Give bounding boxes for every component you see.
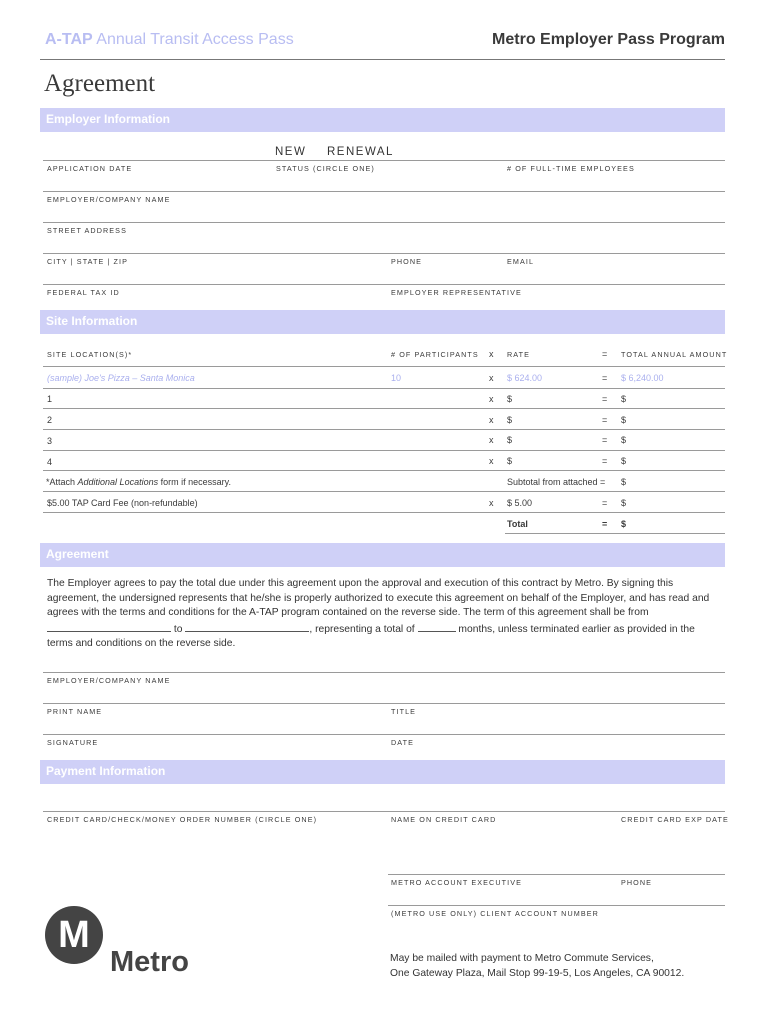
representative-label: EMPLOYER REPRESENTATIVE: [391, 288, 522, 297]
times-col: x: [489, 349, 494, 359]
tap-fee-equals: =: [602, 498, 608, 508]
company-name-field[interactable]: [43, 191, 725, 192]
status-renewal-option[interactable]: RENEWAL: [327, 146, 394, 158]
site-row-rate[interactable]: $: [507, 435, 513, 445]
subtotal-rule: [43, 491, 725, 492]
metro-wordmark: Metro: [110, 946, 189, 978]
application-date-label: APPLICATION DATE: [47, 164, 133, 173]
site-row-times: x: [489, 394, 494, 404]
atap-subtitle: Annual Transit Access Pass: [96, 31, 294, 48]
site-row-rate[interactable]: $: [507, 394, 513, 404]
tap-fee-total[interactable]: $: [621, 498, 627, 508]
metro-logo-letter: M: [58, 914, 90, 956]
name-on-card-label: NAME ON CREDIT CARD: [391, 815, 497, 824]
sample-total: $ 6,240.00: [621, 373, 664, 383]
site-row-1-field[interactable]: [43, 408, 725, 409]
sample-location: (sample) Joe's Pizza – Santa Monica: [47, 373, 195, 383]
agreement-paragraph: The Employer agrees to pay the total due under this agreement upon the approval and execution of this contract by Metro. By signing this agreement, the undersigned represents that he/she is properly authorized to execute this agreement on behalf of the Employer, and has read and agrees with the terms and conditions for the A-TAP program contained on the reverse side. The term of this agreement shall be from: [47, 578, 710, 618]
site-row-times: x: [489, 435, 494, 445]
site-row-equals: =: [602, 456, 608, 466]
account-executive-label: METRO ACCOUNT EXECUTIVE: [391, 878, 522, 887]
account-executive-field[interactable]: [388, 874, 725, 875]
executive-phone-label: PHONE: [621, 878, 653, 887]
site-row-equals: =: [602, 435, 608, 445]
site-row-number: 3: [47, 436, 53, 446]
rate-col: RATE: [507, 350, 531, 359]
site-row-number: 2: [47, 415, 53, 425]
payment-info-heading: Payment Information: [46, 764, 166, 778]
page-title: Agreement: [44, 70, 156, 97]
agreement-heading: Agreement: [46, 547, 109, 561]
sample-participants: 10: [391, 373, 402, 383]
site-row-total[interactable]: $: [621, 394, 627, 404]
agreement-company-field[interactable]: [43, 672, 725, 673]
attach-note-start: *Attach: [46, 477, 78, 487]
site-info-band: [40, 310, 725, 334]
site-row-3-field[interactable]: [43, 450, 725, 451]
application-date-field[interactable]: [43, 160, 725, 161]
status-new-option[interactable]: NEW: [275, 146, 307, 158]
agreement-text: [47, 577, 727, 652]
site-header-rule: [43, 366, 725, 367]
total-label: Total: [507, 519, 528, 529]
site-row-total[interactable]: $: [621, 435, 627, 445]
payment-method-field[interactable]: [43, 811, 725, 812]
site-location-col: SITE LOCATION(S)*: [47, 350, 133, 359]
attach-note-form: Additional Locations: [77, 477, 159, 487]
sample-row-rule: [43, 388, 725, 389]
attach-note-end: form if necessary.: [158, 477, 231, 487]
employees-label: # OF FULL-TIME EMPLOYEES: [507, 164, 635, 173]
atap-label: A-TAP: [45, 31, 93, 48]
title-label: TITLE: [391, 707, 417, 716]
total-value[interactable]: $: [621, 519, 627, 529]
street-address-label: STREET ADDRESS: [47, 226, 127, 235]
sample-rate: $ 624.00: [507, 373, 543, 383]
print-name-label: PRINT NAME: [47, 707, 103, 716]
status-label: STATUS (CIRCLE ONE): [276, 164, 375, 173]
print-name-field[interactable]: [43, 703, 725, 704]
subtotal-value[interactable]: $: [621, 477, 627, 487]
site-row-total[interactable]: $: [621, 456, 627, 466]
site-row-rate[interactable]: $: [507, 456, 513, 466]
sample-times: x: [489, 373, 494, 383]
payment-info-band: [40, 760, 725, 784]
employer-info-band: [40, 108, 725, 132]
site-row-times: x: [489, 456, 494, 466]
total-equals: =: [602, 519, 608, 529]
total-amount-col: TOTAL ANNUAL AMOUNT: [621, 350, 728, 359]
months-text: months, unless terminated earlier as provided in the: [458, 623, 695, 635]
card-exp-label: CREDIT CARD EXP DATE: [621, 815, 729, 824]
fee-rule: [43, 512, 725, 513]
tap-fee-times: x: [489, 498, 494, 508]
signature-label: SIGNATURE: [47, 738, 99, 747]
site-row-2-field[interactable]: [43, 429, 725, 430]
term-start-field[interactable]: [47, 621, 171, 632]
mailing-line-1: May be mailed with payment to Metro Commute Services,: [390, 953, 654, 964]
site-row-equals: =: [602, 394, 608, 404]
city-state-zip-field[interactable]: [43, 253, 725, 254]
term-end-field[interactable]: [185, 621, 309, 632]
terms-end-text: terms and conditions on the reverse side.: [47, 638, 236, 649]
email-label: EMAIL: [507, 257, 535, 266]
metro-logo-icon: [45, 906, 103, 964]
tax-id-label: FEDERAL TAX ID: [47, 288, 120, 297]
city-state-zip-label: CITY | STATE | ZIP: [47, 257, 129, 266]
site-row-4-field[interactable]: [43, 470, 725, 471]
tap-fee-label: $5.00 TAP Card Fee (non-refundable): [47, 498, 198, 508]
mailing-line-2: One Gateway Plaza, Mail Stop 99-19-5, Los Angeles, CA 90012.: [390, 968, 685, 979]
term-to-text: to: [173, 623, 183, 635]
site-info-heading: Site Information: [46, 314, 138, 328]
employer-info-heading: Employer Information: [46, 112, 171, 126]
participants-col: # OF PARTICIPANTS: [391, 350, 479, 359]
site-row-total[interactable]: $: [621, 415, 627, 425]
site-row-times: x: [489, 415, 494, 425]
tax-id-field[interactable]: [43, 284, 725, 285]
site-row-equals: =: [602, 415, 608, 425]
client-number-label: (METRO USE ONLY) CLIENT ACCOUNT NUMBER: [391, 909, 599, 918]
signature-field[interactable]: [43, 734, 725, 735]
site-row-number: 4: [47, 457, 53, 467]
agreement-band: [40, 543, 725, 567]
agreement-company-label: EMPLOYER/COMPANY NAME: [47, 676, 171, 685]
tap-fee-rate: $ 5.00: [507, 498, 533, 508]
payment-method-label: CREDIT CARD/CHECK/MONEY ORDER NUMBER (CIRCLE ONE): [47, 815, 318, 824]
street-address-field[interactable]: [43, 222, 725, 223]
client-number-field[interactable]: [388, 905, 725, 906]
total-rule: [505, 533, 725, 534]
site-row-rate[interactable]: $: [507, 415, 513, 425]
header-rule: [40, 59, 725, 60]
sample-equals: =: [602, 373, 608, 383]
site-row-number: 1: [47, 394, 53, 404]
months-field[interactable]: [418, 621, 456, 632]
program-title: Metro Employer Pass Program: [492, 31, 725, 48]
attach-note: [46, 477, 231, 487]
phone-label: PHONE: [391, 257, 423, 266]
representing-text: , representing a total of: [309, 623, 415, 635]
equals-col: =: [602, 349, 608, 359]
company-name-label: EMPLOYER/COMPANY NAME: [47, 195, 171, 204]
subtotal-label: Subtotal from attached =: [507, 477, 606, 487]
atap-heading: [45, 31, 294, 49]
date-label: DATE: [391, 738, 415, 747]
